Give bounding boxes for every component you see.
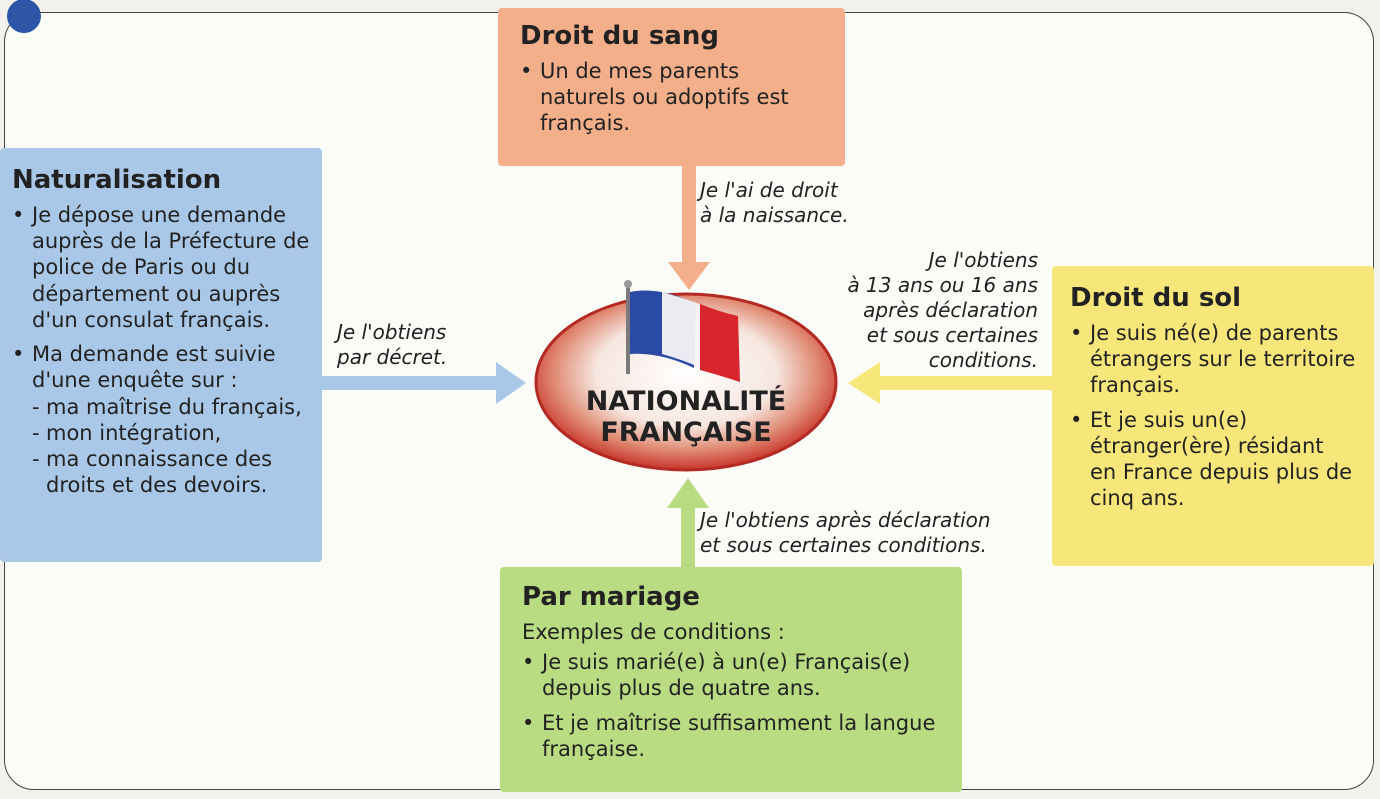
list-item: • Je dépose une demande auprès de la Préfecture de police de Paris ou du département ou auprès d'un consulat français. bbox=[12, 202, 310, 333]
sub-list bbox=[32, 394, 310, 499]
center-title bbox=[560, 386, 812, 448]
box-naturalisation bbox=[0, 148, 322, 562]
arrow-label-par-mariage bbox=[700, 508, 991, 558]
center-title-line1: NATIONALITÉ bbox=[585, 386, 787, 417]
arrow-label-line: conditions. bbox=[928, 348, 1038, 372]
arrow-label-line: Je l'obtiens bbox=[928, 248, 1038, 272]
arrow-label-droit-du-sol bbox=[840, 248, 1038, 373]
sub-list-item: - mon intégration, bbox=[32, 420, 310, 446]
box-title: Droit du sol bbox=[1070, 283, 1242, 313]
box-title: Droit du sang bbox=[520, 21, 719, 51]
arrow-label-line: et sous certaines bbox=[866, 323, 1038, 347]
arrow-label-line: Je l'ai de droit bbox=[700, 178, 838, 202]
sub-list-item: - ma connaissance des droits et des devoirs. bbox=[32, 446, 310, 499]
box-intro: Exemples de conditions : bbox=[522, 619, 785, 644]
bullet-list bbox=[1070, 320, 1356, 512]
bullet-list bbox=[522, 649, 940, 762]
box-droit-du-sang bbox=[498, 8, 845, 166]
list-item: • Un de mes parents naturels ou adoptifs est français. bbox=[520, 58, 823, 137]
arrow-label-line: Je l'obtiens bbox=[337, 320, 447, 344]
arrow-label-line: par décret. bbox=[337, 345, 448, 369]
arrow-label-droit-du-sang bbox=[700, 178, 849, 228]
arrow-label-line: et sous certaines conditions. bbox=[700, 533, 987, 557]
center-title-line2: FRANÇAISE bbox=[600, 417, 772, 449]
list-item: • Et je suis un(e) étranger(ère) résidant en France depuis plus de cinq ans. bbox=[1070, 407, 1356, 512]
box-title: Par mariage bbox=[522, 582, 700, 612]
box-par-mariage bbox=[500, 567, 962, 792]
arrow-label-naturalisation bbox=[337, 320, 447, 370]
arrow-label-line: à 13 ans ou 16 ans bbox=[847, 273, 1038, 297]
arrow-label-line: Je l'obtiens après déclaration bbox=[700, 508, 991, 532]
list-item: • Je suis marié(e) à un(e) Français(e) depuis plus de quatre ans. bbox=[522, 649, 940, 702]
box-droit-du-sol bbox=[1052, 266, 1374, 566]
list-item bbox=[12, 341, 310, 499]
box-title: Naturalisation bbox=[12, 165, 222, 195]
bullet-list bbox=[12, 202, 310, 499]
arrow-label-line: à la naissance. bbox=[700, 203, 849, 227]
list-item: • Je suis né(e) de parents étrangers sur le territoire français. bbox=[1070, 320, 1356, 399]
bullet-list bbox=[520, 58, 823, 137]
list-item: • Et je maîtrise suffisamment la langue française. bbox=[522, 710, 940, 763]
list-item-text: Ma demande est suivie d'une enquête sur : bbox=[32, 342, 276, 393]
arrow-label-line: après déclaration bbox=[863, 298, 1038, 322]
sub-list-item: - ma maîtrise du français, bbox=[32, 394, 310, 420]
